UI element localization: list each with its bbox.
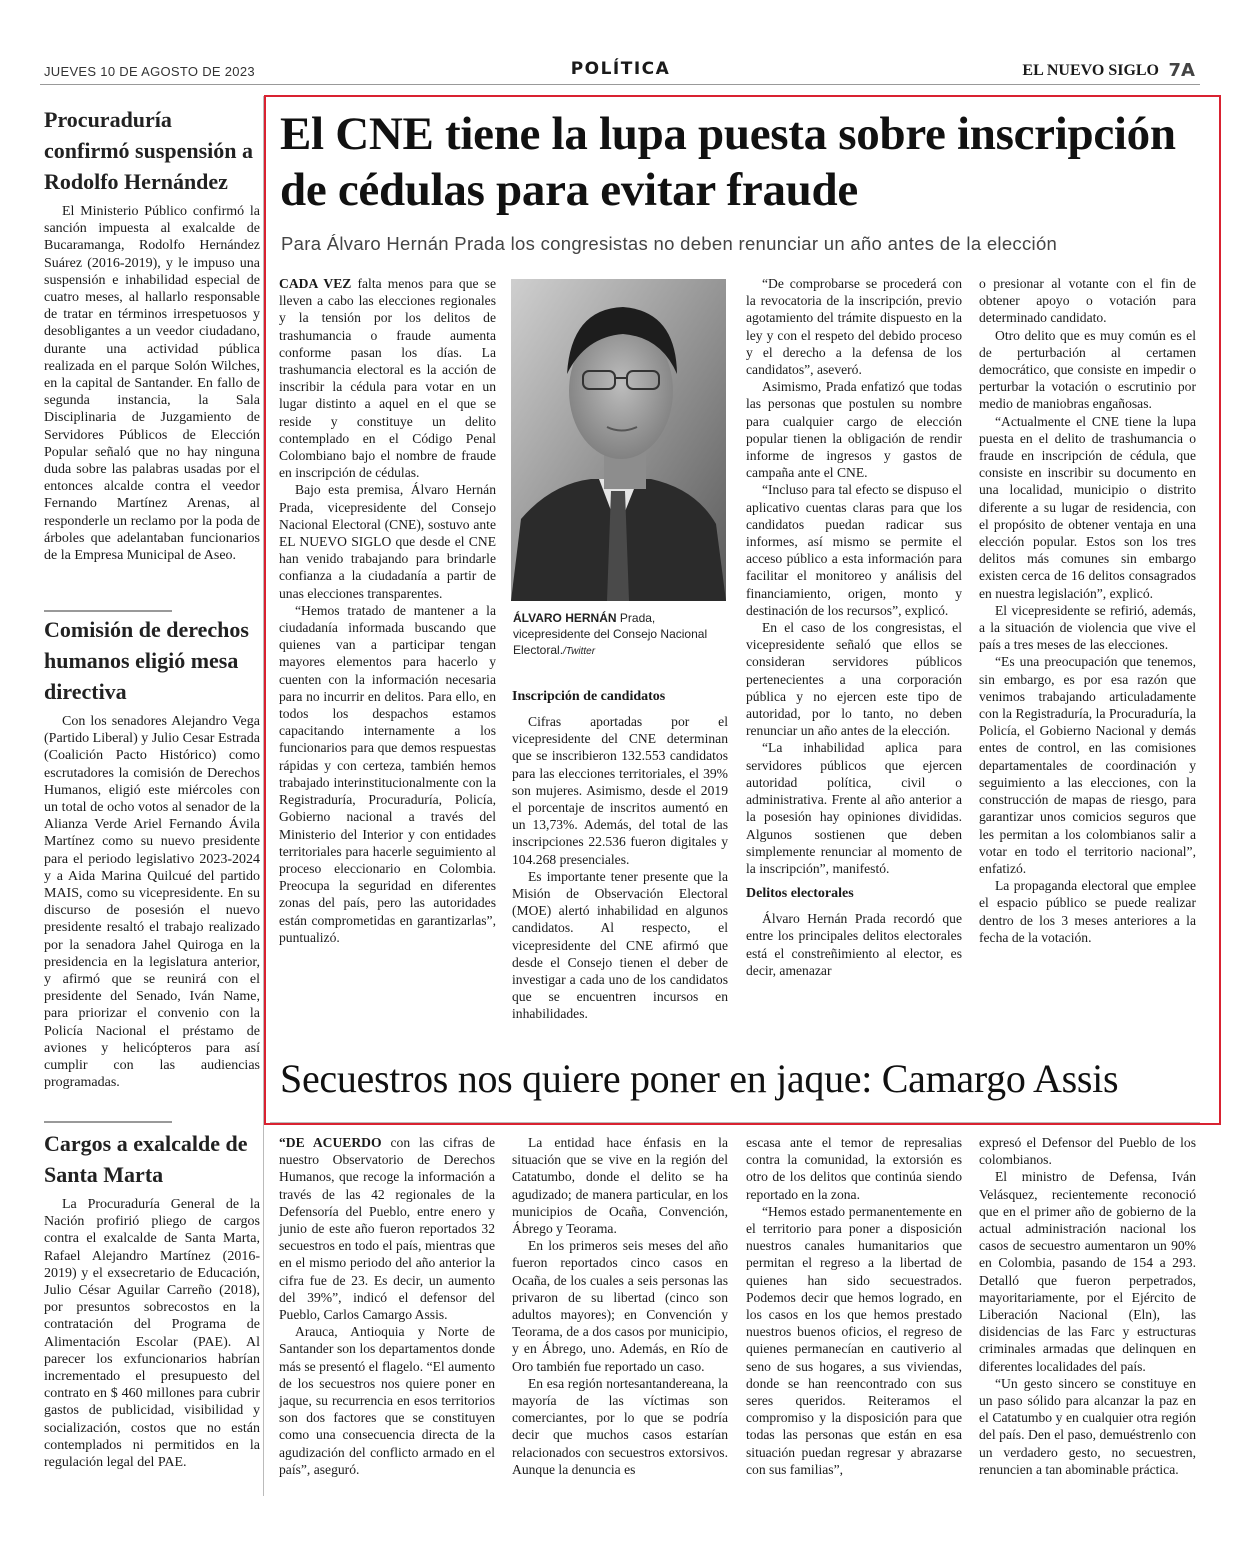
- sidebar-story-2-title: Comisión de derechos humanos eligió mesa directiva: [44, 617, 249, 704]
- article-2-headline: Secuestros nos quiere poner en jaque: Camargo Assis: [280, 1056, 1119, 1101]
- article-paragraph: Es importante tener presente que la Misión de Observación Electoral (MOE) alertó inhabilidad en algunos candidatos. Al respecto, el vicepresidente del CNE afirmó que desde el Consejo tienen el deber de investigar a cada uno de los candidatos que se encuentren incursos en inhabilidades.: [512, 868, 728, 1022]
- article-subheading: Delitos electorales: [746, 886, 854, 902]
- headline-divider: [270, 1122, 1200, 1123]
- article-paragraph: La propaganda electoral que emplee el espacio público se puede realizar dentro de los 3 meses anteriores a la fecha de la votación.: [979, 878, 1196, 945]
- article-headline: El CNE tiene la lupa puesta sobre inscripción de cédulas para evitar fraude: [280, 108, 1176, 216]
- article-paragraph: “Hemos tratado de mantener a la ciudadanía informada buscando que quienes van a participar tengan mayores elementos para hacerlo y cuenten con la información necesaria para no incurrir en delitos. Para ello, en todos los despachos estamos capacitando internamente a los funcionarios para que demos respuestas rápidas y con certeza, también hemos trabajado interinstitucionalmente con la Registraduría, Procuraduría, Policía, Gobierno nacional a través del Ministerio del Interior y con entidades territoriales para hacerle seguimiento al proceso eleccionario en Colombia. Preocupa la seguridad en diferentes zonas del país, pero las autoridades están comprometidas en garantizarlas”, puntualizó.: [279, 602, 496, 945]
- article-paragraph: Bajo esta premisa, Álvaro Hernán Prada, vicepresidente del Consejo Nacional Electoral (CNE), sostuvo ante EL NUEVO SIGLO que desde el CNE han venido trabajando para brindarle confianza a la ciudadanía a partir de unas elecciones transparentes.: [279, 482, 496, 601]
- sidebar-story-2: [44, 614, 260, 1091]
- article-paragraph: “Un gesto sincero se constituye en un paso sólido para alcanzar la paz en el Catatumbo y en cualquier otra región del país. Den el paso, demuéstrenlo con un verdadero gesto, no secuestren, renuncien a tan abominable práctica.: [979, 1375, 1196, 1477]
- article-paragraph: “Es una preocupación que tenemos, sin embargo, es por esa razón que venimos trabajando articuladamente con la Registraduría, la Procuraduría, la Policía, el Gobierno Nacional y demás entes de control, en las comisiones departamentales de coordinación y seguimiento a las elecciones, con la construcción de mapas de riesgo, para garantizar unos comicios seguros que les permitan a los colombianos salir a votar en todo el territorio nacional”, enfatizó.: [979, 654, 1196, 876]
- sidebar-story-2-body: Con los senadores Alejandro Vega (Partido Liberal) y Julio Cesar Estrada (Coalición Pacto Histórico) como escrutadores la comisión de Derechos Humanos, eligió este miércoles con un total de ocho votos al senador de la Alianza Verde Ariel Fernando Ávila Martínez como su nuevo presidente para el periodo legislativo 2023-2024 y a Aida Marina Quilcué del partido MAIS, como su vicepresidente. En su discurso de posesión el nuevo presidente resaltó el trabajo realizado por la senadora Jahel Quiroga en la presidencia en la legislatura anterior, y afirmó que se reunirá con el presidente del Senado, Iván Name, para priorizar el convenio con la Policía Nacional el préstamo de aviones y helicópteros para así cumplir con las audiencias programadas.: [44, 714, 260, 1091]
- article-paragraph: En esa región nortesantandereana, la mayoría de las víctimas son comerciantes, por lo que se podría decir que muchos casos estarían relacionados con secuestros extorsivos. Aunque la denuncia es: [512, 1375, 728, 1477]
- portrait-image: [511, 279, 726, 601]
- article-paragraph: “Hemos estado permanentemente en el territorio para poner a disposición nuestros canales humanitarios que permitan el regreso a la libertad de quienes han sido secuestrados. Podemos decir que hemos logrado, en los casos en los que hemos prestado nuestros buenos oficios, el regreso de quienes permanecían en cautiverio al seno de sus hogares, a sus viviendas, donde se han reencontrado con sus seres queridos. Reiteramos el compromiso y la disposición para que todas las personas que están en esa situación puedan regresar y abrazarse con sus familias”,: [746, 1203, 962, 1477]
- sidebar-story-3-body: La Procuraduría General de la Nación profirió pliego de cargos contra el exalcalde de Santa Marta, Rafael Alejandro Martínez (2016-2019) y el exsecretario de Educación, Julio César Aguilar Carreño (2018), por presuntos sobrecostos en la contratación del Programa de Alimentación Escolar (PAE). Al parecer los exfuncionarios habrían incrementado el presupuesto del contrato en $ 460 millones para cubrir gastos de publicidad, visibilidad y socialización, costos que no están contemplados ni permitidos en la regulación legal del PAE.: [44, 1197, 260, 1471]
- article-paragraph: El ministro de Defensa, Iván Velásquez, recientemente reconoció que en el primer año de gobierno de la actual administración nacional los casos de secuestro aumentaron un 90% en Colombia, pasando de 154 a 293. Detalló que fueron perpetrados, mayoritariamente, por el Ejército de Liberación Nacional (Eln), las disidencias de las Farc y estructuras criminales armadas que delinquen en diferentes localidades del país.: [979, 1169, 1196, 1374]
- article-paragraph: “Actualmente el CNE tiene la lupa puesta en el delito de trashumancia o fraude en inscripción de cédula, que consiste en inscribir su documento en una localidad, municipio o distrito diferente a su lugar de residencia, con el propósito de obtener ventaja en una elección popular. Estos son los tres delitos más comunes sin embargo existen cerca de 16 delitos consagrados en nuestra legislación”, explicó.: [979, 413, 1196, 601]
- sidebar-divider: [44, 610, 172, 612]
- article-paragraph: Álvaro Hernán Prada recordó que entre los principales delitos electorales está el constreñimiento al elector, es decir, amenazar: [746, 911, 962, 978]
- article-column-4: [979, 275, 1196, 946]
- article-2-column-4: [979, 1134, 1196, 1478]
- article-paragraph: “DE ACUERDO con las cifras de nuestro Observatorio de Derechos Humanos, que recoge la información a través de las 42 regionales de la Defensoría del Pueblo, entre enero y junio de este año fueron reportados 32 secuestros en todo el país, mientras que en el mismo periodo del año anterior la cifra fue de 23. Es decir, un aumento del 39%”, indicó el defensor del Pueblo, Carlos Camargo Assis.: [279, 1135, 495, 1323]
- sidebar-divider: [44, 1121, 172, 1123]
- article-paragraph: En el caso de los congresistas, el vicepresidente señaló que ellos se consideran servidores públicos pertenecientes a una corporación pública y no ejercen este tipo de autoridad, por lo tanto, no deben renunciar un año antes de la elección.: [746, 620, 962, 739]
- article-paragraph: CADA VEZ falta menos para que se lleven a cabo las elecciones regionales y la tensión por los delitos de trashumancia o fraude aumenta conforme pasan los días. La trashumancia electoral es la acción de inscribir la cédula para votar en un lugar distinto a aquel en el que se reside y constituye un delito contemplado en el Código Penal Colombiano bajo el nombre de fraude en inscripción de cédulas.: [279, 276, 496, 481]
- article-paragraph: En los primeros seis meses del año fueron reportados cinco casos en Ocaña, de los cuales a seis personas las privaron de su libertad (cinco son adultos mayores); en Convención y Teorama, de a dos casos por municipio, y en Ábrego, uno. Además, en Río de Oro también fue reportado un caso.: [512, 1238, 728, 1374]
- article-paragraph: “De comprobarse se procederá con la revocatoria de la inscripción, previo agotamiento del trámite dispuesto en la ley y con el respeto del debido proceso y el derecho a la defensa de los candidatos”, aseveró.: [746, 276, 962, 378]
- article-column-3: [746, 275, 962, 979]
- article-paragraph: La entidad hace énfasis en la situación que se vive en la región del Catatumbo, donde el delito se ha agudizado; de manera particular, en los municipios de Ocaña, Convención, Ábrego y Teorama.: [512, 1135, 728, 1237]
- article-subheading: Inscripción de candidatos: [512, 689, 666, 704]
- newspaper-logo: EL NUEVO SIGLO: [1022, 62, 1159, 79]
- sidebar-story-1-title: Procuraduría confirmó suspensión a Rodolfo Hernández: [44, 107, 254, 194]
- article-paragraph: “La inhabilidad aplica para servidores públicos que ejercen autoridad política, civil o administrativa. Frente al año anterior a la posesión hay opiniones divididas. Algunos sostienen que deben simplemente renunciar al momento de la inscripción”, manifestó.: [746, 740, 962, 876]
- article-subheadline: Para Álvaro Hernán Prada los congresistas no deben renunciar un año antes de la elección: [281, 233, 1058, 254]
- article-paragraph: escasa ante el temor de represalias contra la comunidad, la extorsión es otro de los delitos que continúa siendo reportado en la zona.: [746, 1135, 962, 1202]
- article-2-column-2: [512, 1134, 728, 1478]
- issue-date: JUEVES 10 DE AGOSTO DE 2023: [44, 64, 255, 79]
- article-column-2: [512, 680, 728, 1023]
- article-2-column-1: [279, 1134, 495, 1478]
- article-paragraph: “Incluso para tal efecto se dispuso el aplicativo cuentas claras para que los candidatos puedan radicar sus informes, así mismo se permite el acceso público a esta información para facilitar el monitoreo y análisis del financiamiento, origen, monto y destinación de los recursos”, explicó.: [746, 482, 962, 618]
- portrait-photo: [511, 279, 726, 601]
- article-column-1: [279, 275, 496, 946]
- article-paragraph: Asimismo, Prada enfatizó que todas las personas que postulen su nombre para cualquier cargo de elección popular tienen la obligación de rendir informe de ingresos y gastos de campaña ante el CNE.: [746, 379, 962, 481]
- article-2-column-3: [746, 1134, 962, 1478]
- article-paragraph: Cifras aportadas por el vicepresidente del CNE determinan que se inscribieron 132.553 candidatos para las elecciones territoriales, el 39% son mujeres. Asimismo, desde el 2019 el porcentaje de inscritos aumentó en un 13,73%. Además, del total de las inscripciones 22.536 fueron digitales y 104.268 presenciales.: [512, 714, 728, 867]
- article-paragraph: Arauca, Antioquia y Norte de Santander son los departamentos donde más se presentó el flagelo. “El aumento de los secuestros nos quiere poner en jaque, su recurrencia en esos territorios son dos factores que se constituyen como una consecuencia directa de la agudización del conflicto armado en el país”, aseguró.: [279, 1324, 495, 1477]
- photo-credit: /Twitter: [563, 646, 596, 657]
- article-paragraph: o presionar al votante con el fin de obtener apoyo o votación para determinado candidato.: [979, 276, 1196, 326]
- article-lead: “DE ACUERDO: [279, 1135, 382, 1150]
- article-paragraph: expresó el Defensor del Pueblo de los colombianos.: [979, 1135, 1196, 1168]
- sidebar-story-3: [44, 1128, 260, 1471]
- page-number: 7A: [1168, 60, 1195, 81]
- sidebar-story-1: [44, 104, 260, 564]
- sidebar-story-3-title: Cargos a exalcalde de Santa Marta: [44, 1131, 248, 1187]
- article-paragraph: El vicepresidente se refirió, además, a la situación de violencia que vive el país a tres meses de las elecciones.: [979, 602, 1196, 653]
- article-lead: CADA VEZ: [279, 276, 352, 291]
- sidebar-story-1-body: El Ministerio Público confirmó la sanción impuesta al exalcalde de Bucaramanga, Rodolfo Hernández Suárez (2016-2019), y le impuso una suspensión e inhabilidad especial de cuatro meses, al hallarlo responsable de tratar en términos irrespetuosos y desobligantes a un veedor ciudadano, durante una actividad pública realizada en el parque Solón Wilches, en la capital de Santander. En fallo de segunda instancia, la Sala Disciplinaria de Juzgamiento de Servidores Públicos de Elección Popular señaló que no hay ninguna duda sobre las palabras usadas por el entonces alcalde contra el veedor Fernando Martínez Arenas, al responderle un reclamo por la poda de árboles que adelantaban funcionarios de la Empresa Municipal de Aseo.: [44, 204, 260, 564]
- photo-caption: ÁLVARO HERNÁN Prada, vicepresidente del Consejo Nacional Electoral./Twitter: [513, 611, 708, 657]
- section-title: POLÍTICA: [570, 59, 671, 79]
- article-paragraph: Otro delito que es muy común es el de perturbación al certamen democrático, que consiste en impedir o perturbar la votación o escrutinio por medio de maniobras engañosas.: [979, 327, 1196, 412]
- header-divider: [40, 84, 1200, 85]
